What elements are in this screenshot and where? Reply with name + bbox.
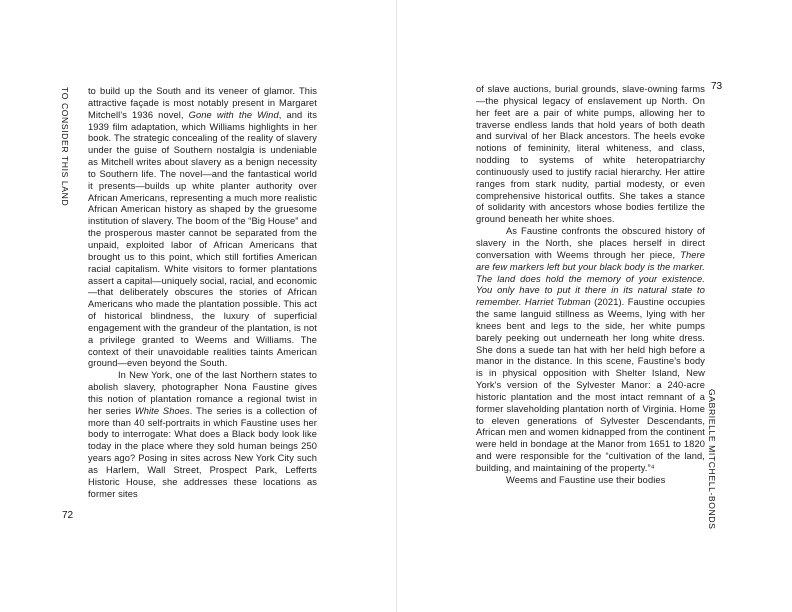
text-run: to build up the South and its veneer of glamor. This attractive façade is most notably present in Margaret Mitchell's 1936 novel, xyxy=(88,86,317,120)
paragraph xyxy=(476,84,705,226)
text-run: of slave auctions, burial grounds, slave-owning farms—the physical legacy of enslavement up North. On her feet are a pair of white pumps, allowing her to traverse endless lands that hold years of both death and survival of her Black ancestors. The heels evoke notions of femininity, literal whiteness, and class, nodding to systems of white heteropatriarchy continuously used to justify racial hierarchy. Her attire ranges from stark nudity, partial modesty, or even comprehensive historical outfits. She takes a stance of solidarity with ancestors whose bodies fertilize the ground beneath her white shoes. xyxy=(476,84,705,225)
text-run: . The series is a collection of more than 40 self-portraits in which Faustine uses her body to interrogate: What does a Black body look like today in the place where they sold human beings 250 years ago? Posing in sites across New York City such as Harlem, Wall Street, Prospect Park, Lefferts Historic House, she addresses these locations as former sites xyxy=(88,405,317,499)
left-text-column xyxy=(88,86,317,501)
paragraph xyxy=(476,226,705,475)
text-run: Weems and Faustine use their bodies xyxy=(506,474,666,485)
text-run: (2021). Faustine occupies the same languid stillness as Weems, lying with her knees bent and legs to the side, her white pumps barely peeking out underneath her long white dress. She dons a suede tan hat with her held high before a manor in the distance. In this scene, Faustine's body is in physical opposition with Shelter Island, New York's version of the Sylvester Manor: a 240-acre historic plantation and the most intact remnant of a former slaveholding plantation north of Virginia. Home to eleven generations of Sylvester Descendants, African men and women kidnapped from the continent were held in bondage at the Manor from 1651 to 1820 and were responsible for the “cultivation of the land, building, and maintaining of the property.”⁴ xyxy=(476,297,705,473)
paragraph xyxy=(476,475,705,487)
text-run: White Shoes xyxy=(134,405,190,416)
text-run: There are few markers left but your black body is the marker. The land does hold the memory of your existence. You only have to put it there in its natural state to remember. Harriet Tubman xyxy=(476,249,705,308)
text-run: As Faustine confronts the obscured history of slavery in the North, she places herself in direct conversation with Weems through her piece, xyxy=(476,226,705,260)
page-gutter-divider xyxy=(396,0,397,612)
paragraph xyxy=(88,86,317,370)
text-run: , and its 1939 film adaptation, which Williams highlights in her book. The strategic concealing of the reality of slavery under the guise of Southern nostalgia is undeniable as Mitchell writes about slavery as a benign necessity to Southern life. The novel—and the fantastical world it presents—builds up white planter authority over African Americans, representing a much more realistic African American history as shaped by the gruesome institution of slavery. The boom of the “Big House” and the prosperous master cannot be separated from the unpaid, exploited labor of African Americans that brought us to this point, which still fortifies American racial capitalism. White visitors to former plantations assert a capital—uniquely social, racial, and economic—that deliberately obscures the stories of African Americans who made the plantation possible. This act of historical blindness, the luxury of superficial engagement with the grandeur of the plantation, is not a privilege granted to Weems and Williams. The context of their unavoidable realities taints American ground—even beyond the South. xyxy=(88,109,317,369)
paragraph xyxy=(88,370,317,500)
left-margin-title: TO CONSIDER THIS LAND xyxy=(60,87,70,207)
text-run: Gone with the Wind xyxy=(188,109,279,120)
right-page-number: 73 xyxy=(711,81,723,92)
right-margin-title: GABRIELLE MITCHELL-BONDS xyxy=(707,389,717,530)
right-text-column xyxy=(476,84,705,487)
text-run: In New York, one of the last Northern states to abolish slavery, photographer Nona Faustine gives this notion of plantation romance a regional twist in her series xyxy=(88,370,317,416)
left-page-number: 72 xyxy=(62,510,74,521)
